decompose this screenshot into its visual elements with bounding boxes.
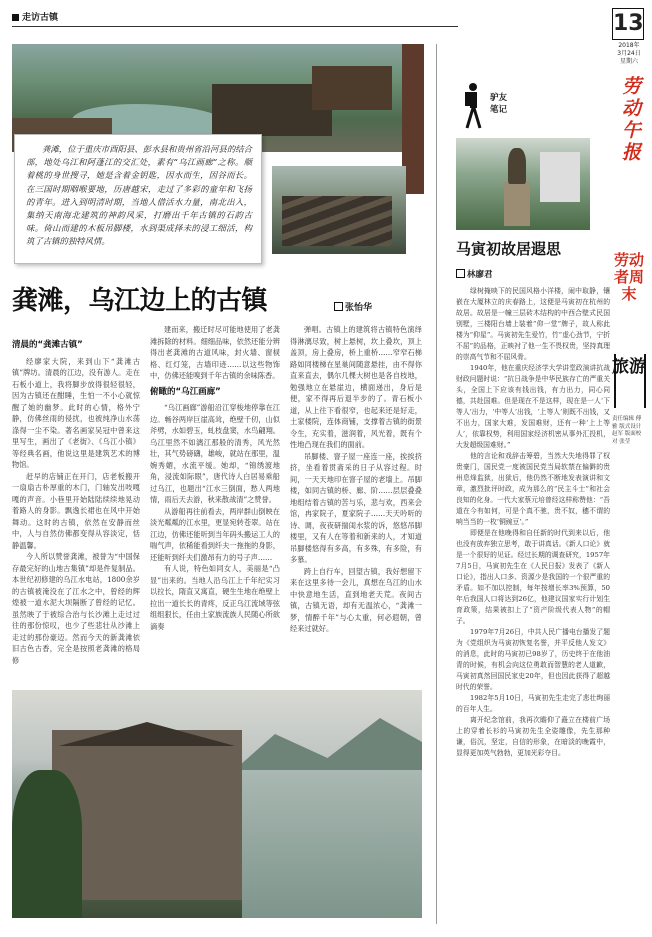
box-bullet-icon bbox=[456, 269, 465, 278]
article-column-3 bbox=[290, 324, 422, 635]
paragraph: 1940年，他在重庆经济学大学讲堂政演讲抗战财政问题时说：“抗日战争是中华民族存亡的严重关头，全国上下应该有钱出钱，有力出力，同心同德，共赴国难。但是现在不是这样，现在是一人‘下等人’出力，‘中等人’出钱，‘上等人’则既不出钱，又不出力，国家大难，发国难财，还有一种‘上上等人’，依靠权势，利用国家经济机密从事外汇投机，大发超级国难财。” bbox=[456, 364, 610, 449]
paragraph: 1982年5月10日，马寅初先生走完了悲壮绚丽的百年人生。 bbox=[456, 694, 610, 713]
hiker-icon bbox=[462, 82, 484, 130]
section-name: 旅游 bbox=[612, 357, 646, 377]
intro-text: 龚滩，位于重庆市酉阳县、彭水县和贵州省沿河县的结合部，地处乌江和阿蓬江的交汇处，素有“乌江画廊”之称。顺着桃的身世搜寻，她是含着金钥匙，因水而生，因谷而长。在三国时期咽喉要地，历唐越宋，走过了多彩的童年和飞扬的青年。进入到明清时期，当地人借活水力量，南北出入，集纳天南海北建筑的神韵风采，打磨出千年古镇的石韵古味。倚山而建的木板吊脚楼，水到渠成择未的浸工细活，构筑了古镇的独特风情。 bbox=[26, 144, 252, 247]
riverside-building-photo bbox=[12, 690, 422, 918]
header-rule bbox=[12, 26, 458, 27]
article-headline: 龚滩，乌江边上的古镇 bbox=[12, 286, 268, 316]
paragraph: 1979年7月26日，中共人民广播电台播发了题为《党组织为马寅初恢复名誉，并平反他人发文》的消息，此时的马寅初已98岁了，历史终于在他油青的时候，有机会向这位勇敢而智慧的老人道歉，马寅初真然回国民家史20年，但也因此获得了超越时代的荣誉。 bbox=[456, 628, 610, 691]
square-bullet-icon bbox=[12, 14, 19, 21]
paragraph: 从游船再往前看去，两岸群山倒映在淡光粼粼的江水里，更显宛转苍翠。站在江边，仿佛还能听到当年码头搬运工人的喘气声，依稀能看到纤夫一拖拖的身影，还能听到纤夫们激昂有力的号子声…… bbox=[150, 506, 280, 562]
editor-credits: 责任编辑 傅雅 版式设计 赵军 版面校对 张莹 bbox=[612, 416, 642, 445]
paragraph: 绿树掩映下的民国风格小洋楼，闹中取静，镶嵌在大厦林立的庆春路上，这便是马寅初在杭州的故居。故居是一幢三层砖木结构的中西合壁式民国别墅，三楼阳台墙上装着“仰一堂”牌子，故人称此楼为“仰星”。马寅初先生爱竹，竹“虚心劲节，宁折不屈”的品格，正映衬了他一生不畏权贵，坚持真理的崇高气节和不屈风骨。 bbox=[456, 287, 610, 361]
column-label: 驴友 笔记 bbox=[456, 78, 516, 138]
article-column-1 bbox=[12, 340, 140, 666]
paragraph: 弹唱。古镇上的建筑将古镇特色演绎得淋漓尽致，树上悬树，坎上叠坎，顶上盖顶，房上叠房，桥上重桥……窄窄石梯路如同楼梯在星巢间随意悬挂，由不得你直来直去，偶尔几棵大树也是各自枝地，勉强地立在悬崖边，横面递出，身后是便，家不得再后退半步的了。青石板小道，从上往下看很窄，也起来还是好走，土家楼院，连体商铺，支撑着古镇的街景令生，充实着，滋润着，风光着，既有个性地凸现在我们的面前。 bbox=[290, 325, 422, 449]
paragraph: 今人所以赞誉龚滩，被誉为“中国保存最完好的山地古集镇”却是件复制品。本世纪初修建的乌江水电站，1800余岁的古镇被淹没在了江水之中，曾经的辉煌被一道水泥大坝隔断了曾经的记忆。虽然映了于被综合治与长沙滩上走过过往的那份惊叹，也少了些悲壮从沙滩上走过的那份豪迈。然而今天的新龚滩依旧古色古香，完全是按照老龚滩的格局修 bbox=[12, 552, 140, 665]
right-article-body bbox=[456, 286, 610, 759]
paragraph: 他的言论和戏辞击筹碧，当然大失地得罪了权贵豪门，国民党一度被国民党当局软禁在偏僻的贵州息烽监狱，出狱后，他仍然不断地发表演讲和文章，激烈批评时政，成为那么的“民主斗士”和社会良知的化身。一代大家蔡元培曾经这样称赞他：“吾道在今有如何，可是个真不驰，贵不奴，穗不谓的响当当的一枚‘铜豌豆’。” bbox=[456, 452, 610, 526]
paragraph: 赶早的店铺正在开门，店老板搬开一扇扇古朴厚重的木门，门轴发出吱嘎嘎的声音。小巷里开始陆陆续续地晃动着路人的身影。飘逸长裙也在风中开始舞动。这时的古镇，依然在安静而丝中，人与自然仿佛都变得从容淡定，恬静温馨。 bbox=[12, 471, 140, 550]
paragraph: 离开纪念馆前，我再次瞻仰了矗立在楼前广场上的穿着长衫的马寅初先生全姿雕像，先生那种谦，俗沉，坚定，自信的形象，在暗淡的晚霞中，显得更加英气勃勃，更加光彩夺目。 bbox=[456, 716, 610, 757]
page-number: 13 bbox=[612, 8, 644, 40]
box-bullet-icon bbox=[334, 302, 343, 311]
subheading-morning: 清晨的“龚滩古镇” bbox=[12, 340, 83, 350]
paragraph: 吊脚楼、窨子屋一座连一座，挨挨挤挤，坐看着贯斋采的日子从容过程。时间，一天天地印在窨子屋的老墙上。吊脚楼，如同古镇的桥、廊、阶……层层叠叠地组结着古镇的苦与乐，悲与欢，西来会馆，冉家院子，夏家院子……天天吟听的诗、调，夜夜研揣闺水浆的诉，悠悠吊脚楼里，又有人在等着和新来的人，才知道吊脚楼悠得有多高，有多殊，有多险，有多慕。 bbox=[290, 451, 422, 564]
subheading-gallery: 俯瞰的“乌江画廊” bbox=[150, 386, 221, 397]
paragraph: 即便是在他晚得和自任新的时代到来以后，他也没有放弃独立思考，敢于讲真话。《新人口论》就是一个很好的见证。经过长期的调查研究，1957年7月5日，马寅初先生在《人民日报》发表了《新人口论》，指出人口多、资源少是我国的一个很严重的矛盾。如不加以控制，每年按增长率3%预算，50年后我国人口将达到26亿，他建议国家实行计划生育政策，结果被扣上了“资产阶级代表人物”的帽子。 bbox=[456, 529, 610, 625]
article-byline: 张怡华 bbox=[334, 300, 372, 313]
paragraph: “乌江画廊”游船沿江穿梭地停靠在江边。畅谷两岸巨崖高耸，绝壁千仞，山似斧劈，水如碧玉，虬枝盘窦，水鸟翩翔。乌江里然不如漓江那般的清秀，风光然壮，其气势磅礴，雄峻，就站在那里，温婉秀媚，水流平缓。她却，“锦绣渡地角，浸流如际眼”，唐代诗人白居易乘船过乌江，也题出“江水三倒面，愁人两地情，雨后天去游，秋来散战清”之赞誉。 bbox=[150, 403, 280, 504]
column-divider bbox=[436, 44, 437, 924]
masthead-logo: 劳动午报 bbox=[619, 76, 641, 164]
section-title: 劳动者周末 bbox=[613, 251, 644, 303]
issue-date: 2018年 3月24日 星期六 bbox=[617, 42, 641, 65]
paragraph: 跨上自行车，回望古镇，我好想留下来在这里多待一会儿，真想在乌江的山水中快意地生活，直到地老天荒。夜间古镇，古镇无语，却有无温浓心，“龚滩一梦，情醉千年”与心太重，何必遐朝，曾经来过就好。 bbox=[290, 566, 422, 633]
right-headline: 马寅初故居遐思 bbox=[456, 240, 562, 258]
paragraph: 建而来，搬迁时尽可能地使用了老龚滩拆除的材料。细细品味，依然还能分辨得出老龚滩的古道风味，封火墙、窗棂格、红灯笼，古墙印迹……以这些物饰中，仿佛还能嗅到千年古镇的余味陈香。 bbox=[150, 325, 280, 380]
right-byline: 林廖君 bbox=[456, 268, 493, 280]
paragraph: 经廖家大院，来到山下“龚滩古镇”牌坊。清晨的江边，没有游人。走在石板小道上，我将脚步放得很轻很轻，因为古镇还在酣睡，生怕一不小心就惊醒了她的幽梦。此时的心情，格外宁静，仿佛丝雨的侵扰，也被纯净山水荡涤得一尘不染。著名画家吴冠中曾来这里写生，画出了《老街》、《乌江小镇》等经典名画，他说这里是建筑艺术的博物馆。 bbox=[12, 356, 140, 469]
section-label: 走访古镇 bbox=[12, 10, 58, 23]
paragraph: 有人说，特色如同女人，美丽是“凸显”出来的。当地人沿乌江上千年纪实习以拉长，隋直又寓直，硬生生地在绝壁上拉出一道长长的青疼，反正乌江流域等弦组组狠长，任由土家族流族人民随心所欲滴奏 bbox=[150, 564, 280, 631]
article-column-2 bbox=[150, 324, 280, 632]
rooftops-photo bbox=[272, 166, 406, 254]
statue-photo bbox=[456, 138, 590, 230]
